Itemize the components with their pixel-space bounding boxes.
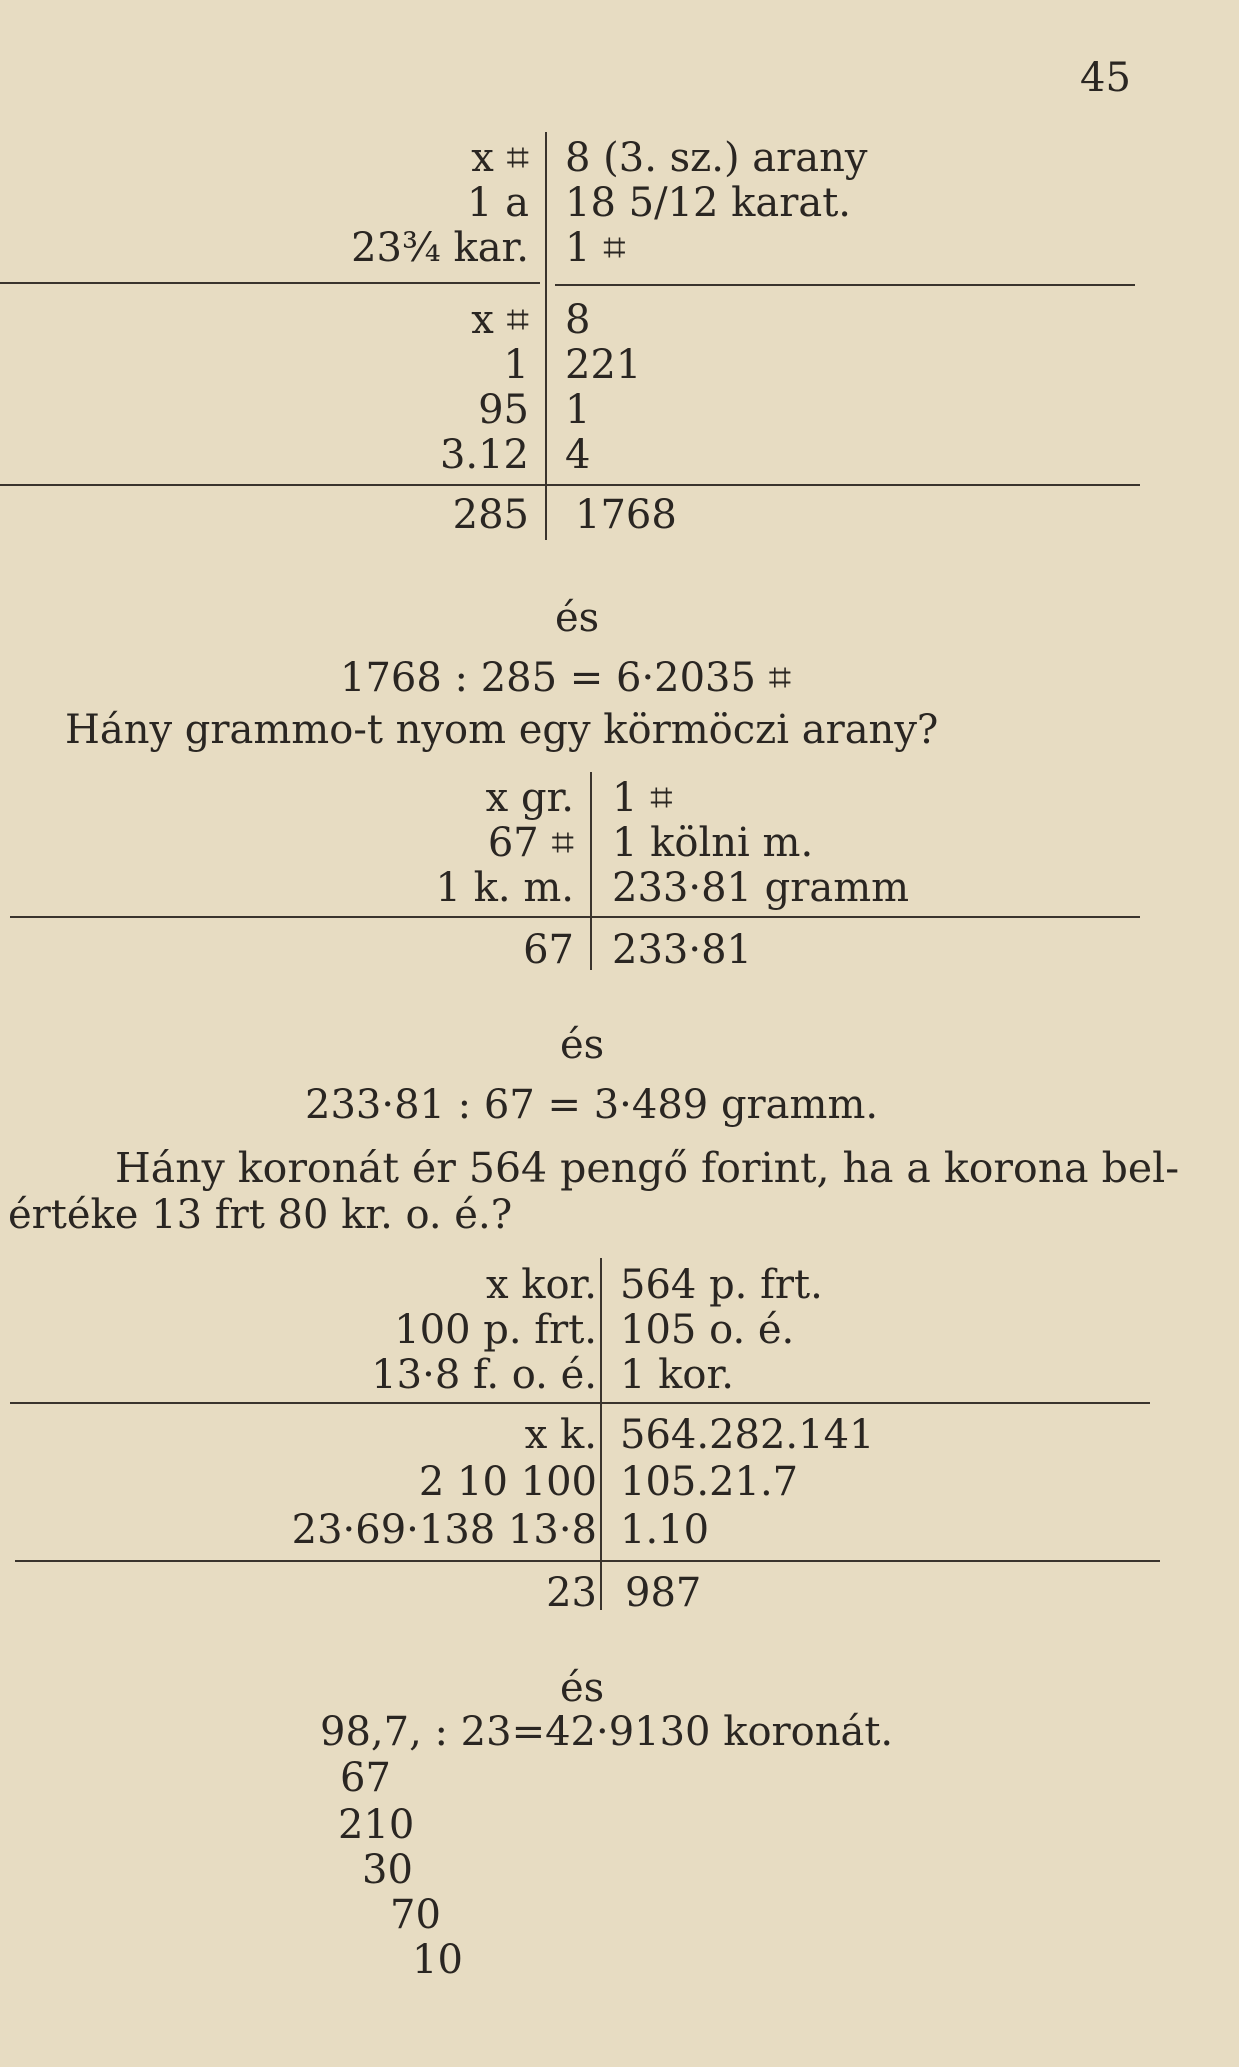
question-line: Hány koronát ér 564 pengő forint, ha a korona bel- <box>115 1144 1180 1192</box>
table-right-cell: 1 <box>565 387 591 433</box>
table-result-left: 23 <box>546 1570 597 1616</box>
division-step: 10 <box>412 1937 463 1983</box>
rule-line <box>0 282 540 284</box>
table-right-cell: 564.282.141 <box>620 1412 875 1458</box>
table-left-cell: 3.12 <box>439 432 529 478</box>
table-right-cell: 1 ⌗ <box>612 775 673 821</box>
equation: 1768 : 285 = 6·2035 ⌗ <box>340 655 792 701</box>
rule-line <box>10 1402 1150 1404</box>
table-right-cell: 221 <box>565 342 642 388</box>
equation: 233·81 : 67 = 3·489 gramm. <box>305 1082 879 1128</box>
table-right-cell: 105 o. é. <box>620 1307 795 1353</box>
division-line: 98,7, : 23=42·9130 koronát. <box>320 1709 894 1755</box>
table-left-cell: 23¾ kar. <box>351 225 529 271</box>
table-left-cell: 95 <box>478 387 529 433</box>
question-line: értéke 13 frt 80 kr. o. é.? <box>8 1192 513 1238</box>
table-right-cell: 4 <box>565 432 591 478</box>
table-left-cell: 13·8 f. o. é. <box>371 1352 597 1398</box>
table-right-cell: 1 kor. <box>620 1352 734 1398</box>
table-result-right: 1768 <box>575 492 677 538</box>
table-right-cell: 105.21.7 <box>620 1459 799 1505</box>
table-left-cell: 100 p. frt. <box>394 1307 597 1353</box>
table-left-cell: 23·69·138 13·8 <box>291 1507 597 1553</box>
table-left-cell: 2 10 100 <box>418 1459 597 1505</box>
division-step: 70 <box>390 1892 441 1938</box>
table-left-cell: 1 k. m. <box>435 865 574 911</box>
table-result-left: 67 <box>523 927 574 973</box>
table-right-cell: 1 kölni m. <box>612 820 814 866</box>
table-left-cell: 1 <box>503 342 529 388</box>
table-left-cell: x k. <box>524 1412 597 1458</box>
table-left-cell: x kor. <box>485 1262 597 1308</box>
table-left-cell: x ⌗ <box>471 297 529 343</box>
rule-line <box>0 484 1140 486</box>
division-step: 67 <box>340 1755 391 1801</box>
rule-line <box>15 1560 1160 1562</box>
division-step: 30 <box>362 1847 413 1893</box>
conjunction: és <box>560 1022 605 1068</box>
table-right-cell: 1.10 <box>620 1507 710 1553</box>
rule-line <box>555 284 1135 286</box>
table-result-right: 987 <box>625 1570 702 1616</box>
conjunction: és <box>560 1665 605 1711</box>
page-number: 45 <box>1080 55 1131 101</box>
column-divider <box>545 132 547 540</box>
table-right-cell: 1 ⌗ <box>565 225 626 271</box>
table-left-cell: 67 ⌗ <box>487 820 574 866</box>
table-right-cell: 564 p. frt. <box>620 1262 823 1308</box>
rule-line <box>10 916 1140 918</box>
column-divider <box>590 772 592 970</box>
table-right-cell: 8 <box>565 297 591 343</box>
table-result-left: 285 <box>452 492 529 538</box>
table-right-cell: 18 5/12 karat. <box>565 180 851 226</box>
table-left-cell: 1 a <box>466 180 529 226</box>
table-right-cell: 233·81 gramm <box>612 865 910 911</box>
table-result-right: 233·81 <box>612 927 752 973</box>
table-left-cell: x ⌗ <box>471 135 529 181</box>
table-left-cell: x gr. <box>485 775 574 821</box>
table-right-cell: 8 (3. sz.) arany <box>565 135 868 181</box>
division-step: 210 <box>338 1802 415 1848</box>
column-divider <box>600 1258 602 1610</box>
question: Hány grammo-t nyom egy körmöczi arany? <box>65 707 939 753</box>
conjunction: és <box>555 595 600 641</box>
